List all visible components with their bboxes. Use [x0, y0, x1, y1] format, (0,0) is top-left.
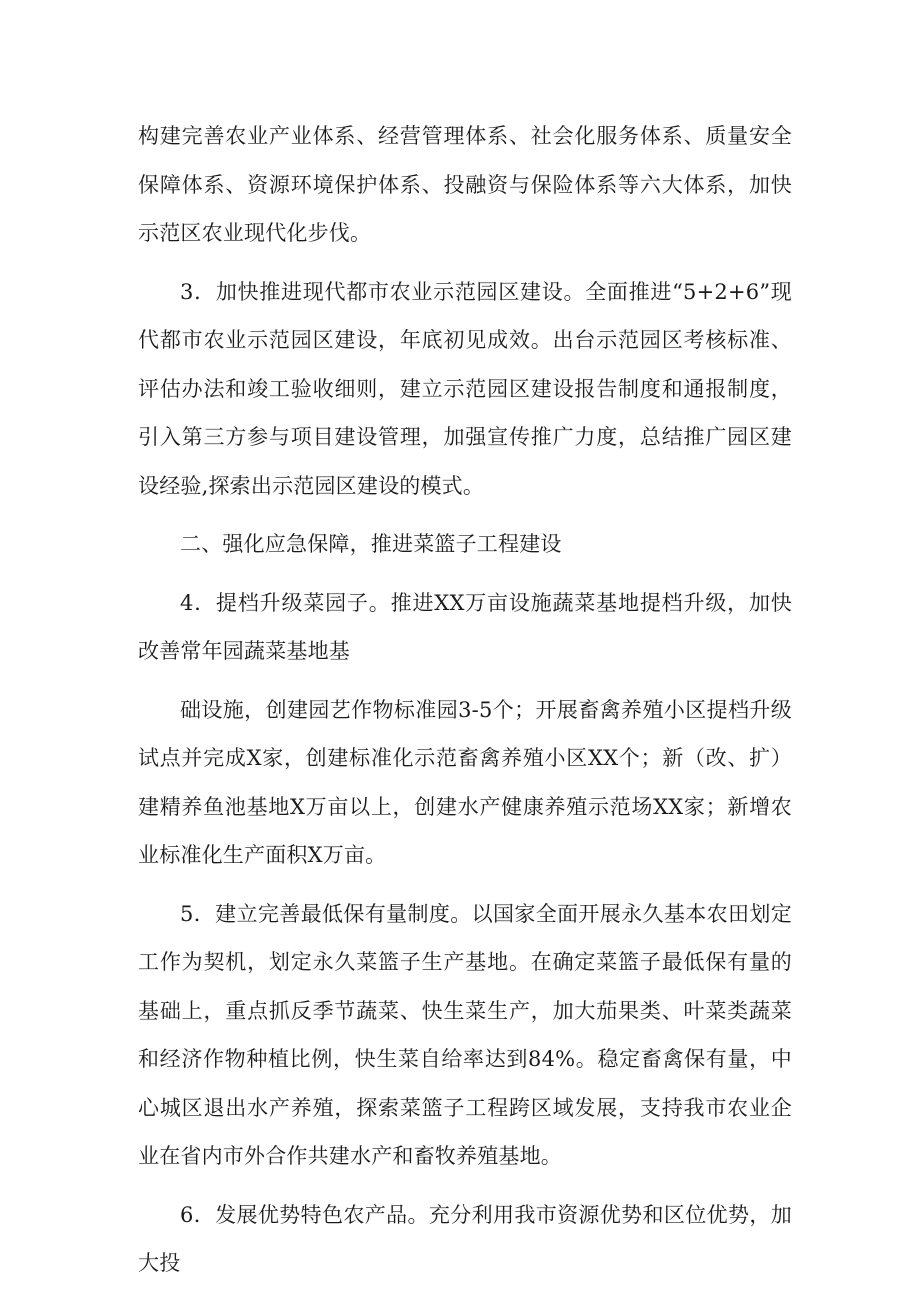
- paragraph-1-continuation: 构建完善农业产业体系、经营管理体系、社会化服务体系、质量安全保障体系、资源环境保护体系、投融资与保险体系等六大体系，加快示范区农业现代化步伐。: [138, 124, 792, 245]
- paragraph-item-5: 5．建立完善最低保有量制度。以国家全面开展永久基本农田划定工作为契机，划定永久菜篮子生产基地。在确定菜篮子最低保有量的基础上，重点抓反季节蔬菜、快生菜生产，加大茄果类、叶菜类蔬菜和经济作物种植比例，快生菜自给率达到84%。稳定畜禽保有量，中心城区退出水产养殖，探索菜篮子工程跨区域发展，支持我市农业企业在省内市外合作共建水产和畜牧养殖基地。: [138, 901, 792, 1168]
- paragraph-item-4: 4．提档升级菜园子。推进XX万亩设施蔬菜基地提档升级，加快改善常年园蔬菜基地基: [138, 590, 792, 663]
- paragraph-item-3: 3．加快推进现代都市农业示范园区建设。全面推进“5+2+6”现代都市农业示范园区建设，年底初见成效。出台示范园区考核标准、评估办法和竣工验收细则，建立示范园区建设报告制度和通报制度，引入第三方参与项目建设管理，加强宣传推广力度，总结推广园区建设经验,探索出示范园区建设的模式。: [138, 279, 792, 498]
- paragraph-item-6: 6．发展优势特色农产品。充分利用我市资源优势和区位优势，加大投: [138, 1202, 792, 1275]
- section-heading-2: 二、强化应急保障，推进菜篮子工程建设: [180, 532, 562, 556]
- paragraph-item-4-continuation: 础设施，创建园艺作物标准园3-5个；开展畜禽养殖小区提档升级试点并完成X家，创建标准化示范畜禽养殖小区XX个；新（改、扩）建精养鱼池基地X万亩以上，创建水产健康养殖示范场XX家；新增农业标准化生产面积X万亩。: [138, 697, 792, 867]
- document-page: [138, 112, 792, 1288]
